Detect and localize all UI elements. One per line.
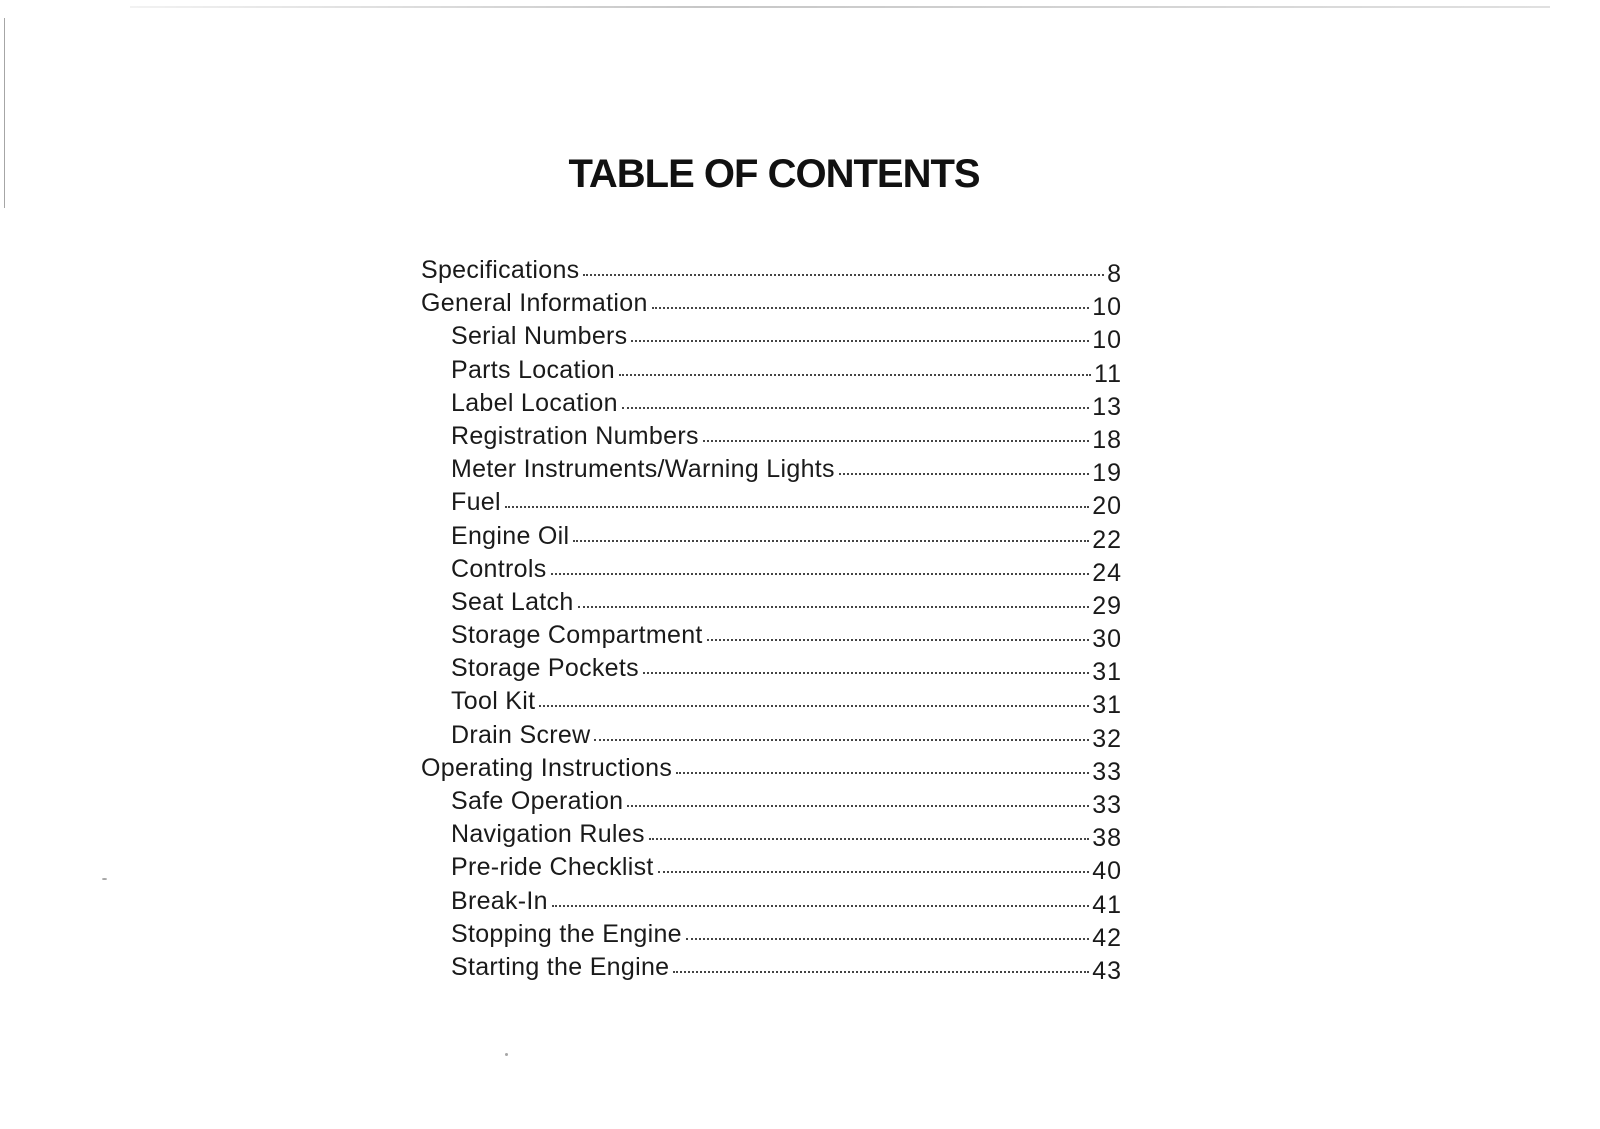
toc-dot-leader bbox=[643, 668, 1089, 674]
toc-entry-page-number: 24 bbox=[1092, 558, 1122, 587]
toc-entry bbox=[421, 619, 1122, 652]
toc-entry-label: Break-In bbox=[451, 886, 548, 915]
toc-entry-label: Stopping the Engine bbox=[451, 919, 682, 948]
toc-entry bbox=[421, 785, 1122, 818]
toc-entry-label: Fuel bbox=[451, 488, 501, 517]
toc-entry bbox=[421, 752, 1122, 785]
toc-entry-page-number: 40 bbox=[1092, 857, 1122, 886]
toc-dot-leader bbox=[622, 403, 1089, 409]
toc-entry-page-number: 30 bbox=[1092, 625, 1122, 654]
scan-speck bbox=[505, 1053, 508, 1056]
toc-entry-page-number: 33 bbox=[1092, 757, 1122, 786]
toc-entry-label: Storage Pockets bbox=[451, 654, 639, 683]
toc-entry-page-number: 13 bbox=[1092, 392, 1122, 421]
toc-entry bbox=[421, 254, 1122, 287]
toc-entry bbox=[421, 287, 1122, 320]
toc-entry bbox=[421, 387, 1122, 420]
toc-dot-leader bbox=[551, 569, 1090, 575]
toc-entry-label: Safe Operation bbox=[451, 787, 624, 815]
scan-top-edge bbox=[130, 6, 1550, 8]
toc-entry-label: Seat Latch bbox=[451, 587, 574, 616]
toc-entry-page-number: 41 bbox=[1092, 890, 1122, 919]
toc-list bbox=[421, 254, 1122, 984]
toc-entry bbox=[421, 951, 1122, 984]
toc-dot-leader bbox=[552, 901, 1089, 907]
toc-dot-leader bbox=[594, 735, 1089, 741]
toc-entry-page-number: 42 bbox=[1092, 923, 1122, 952]
toc-dot-leader bbox=[619, 370, 1091, 376]
toc-dot-leader bbox=[703, 436, 1089, 442]
toc-entry-label: Starting the Engine bbox=[451, 952, 670, 981]
toc-entry-label: Meter Instruments/Warning Lights bbox=[451, 455, 835, 484]
toc-dot-leader bbox=[583, 270, 1104, 276]
toc-entry-page-number: 32 bbox=[1092, 724, 1122, 753]
toc-entry bbox=[421, 652, 1122, 685]
toc-entry-label: Operating Instructions bbox=[421, 753, 673, 782]
toc-entry-page-number: 31 bbox=[1092, 658, 1122, 687]
toc-entry-label: Controls bbox=[451, 554, 547, 583]
toc-entry-page-number: 22 bbox=[1092, 525, 1122, 554]
toc-dot-leader bbox=[649, 834, 1089, 840]
toc-entry bbox=[421, 486, 1122, 519]
toc-entry-label: Engine Oil bbox=[451, 521, 570, 550]
toc-entry-page-number: 29 bbox=[1092, 591, 1122, 620]
toc-entry bbox=[421, 818, 1122, 851]
toc-dot-leader bbox=[652, 303, 1090, 309]
toc-entry bbox=[421, 851, 1122, 884]
toc-entry-label: General Information bbox=[421, 289, 648, 318]
toc-entry bbox=[421, 553, 1122, 586]
toc-entry-label: Serial Numbers bbox=[451, 322, 628, 351]
toc-dot-leader bbox=[627, 801, 1089, 807]
toc-dot-leader bbox=[707, 635, 1090, 641]
toc-dot-leader bbox=[839, 469, 1089, 475]
toc-entry-page-number: 10 bbox=[1092, 293, 1122, 322]
toc-entry bbox=[421, 719, 1122, 752]
toc-entry-page-number: 8 bbox=[1107, 260, 1122, 288]
toc-entry-label: Label Location bbox=[451, 388, 618, 417]
toc-entry bbox=[421, 320, 1122, 353]
scan-speck bbox=[102, 878, 107, 880]
toc-entry bbox=[421, 885, 1122, 918]
toc-entry bbox=[421, 354, 1122, 387]
toc-entry-label: Tool Kit bbox=[451, 687, 536, 716]
toc-entry-page-number: 19 bbox=[1092, 459, 1122, 488]
toc-dot-leader bbox=[505, 502, 1089, 508]
toc-entry bbox=[421, 586, 1122, 619]
toc-dot-leader bbox=[676, 768, 1089, 774]
toc-entry bbox=[421, 420, 1122, 453]
toc-dot-leader bbox=[573, 536, 1089, 542]
toc-entry bbox=[421, 918, 1122, 951]
toc-entry-label: Storage Compartment bbox=[451, 621, 703, 650]
toc-dot-leader bbox=[539, 701, 1089, 707]
toc-entry-page-number: 10 bbox=[1092, 326, 1122, 355]
toc-entry-label: Parts Location bbox=[451, 355, 616, 384]
page-title: TABLE OF CONTENTS bbox=[568, 152, 980, 196]
toc-entry-page-number: 11 bbox=[1094, 359, 1122, 388]
toc-entry-label: Pre-ride Checklist bbox=[451, 853, 654, 882]
toc-entry-page-number: 31 bbox=[1092, 691, 1122, 720]
toc-entry bbox=[421, 520, 1122, 553]
toc-entry-label: Navigation Rules bbox=[451, 820, 645, 849]
toc-dot-leader bbox=[658, 867, 1090, 873]
toc-entry-label: Drain Screw bbox=[451, 720, 591, 749]
toc-dot-leader bbox=[631, 336, 1089, 342]
toc-entry-page-number: 38 bbox=[1092, 824, 1122, 853]
toc-entry bbox=[421, 453, 1122, 486]
toc-dot-leader bbox=[578, 602, 1090, 608]
toc-entry bbox=[421, 685, 1122, 718]
toc-dot-leader bbox=[686, 934, 1089, 940]
toc-entry-page-number: 20 bbox=[1092, 492, 1122, 521]
toc-dot-leader bbox=[673, 967, 1089, 973]
toc-entry-page-number: 18 bbox=[1092, 425, 1122, 454]
toc-entry-label: Registration Numbers bbox=[451, 421, 699, 450]
toc-entry-page-number: 33 bbox=[1092, 791, 1122, 819]
toc-entry-label: Specifications bbox=[421, 256, 580, 284]
toc-entry-page-number: 43 bbox=[1092, 956, 1122, 985]
